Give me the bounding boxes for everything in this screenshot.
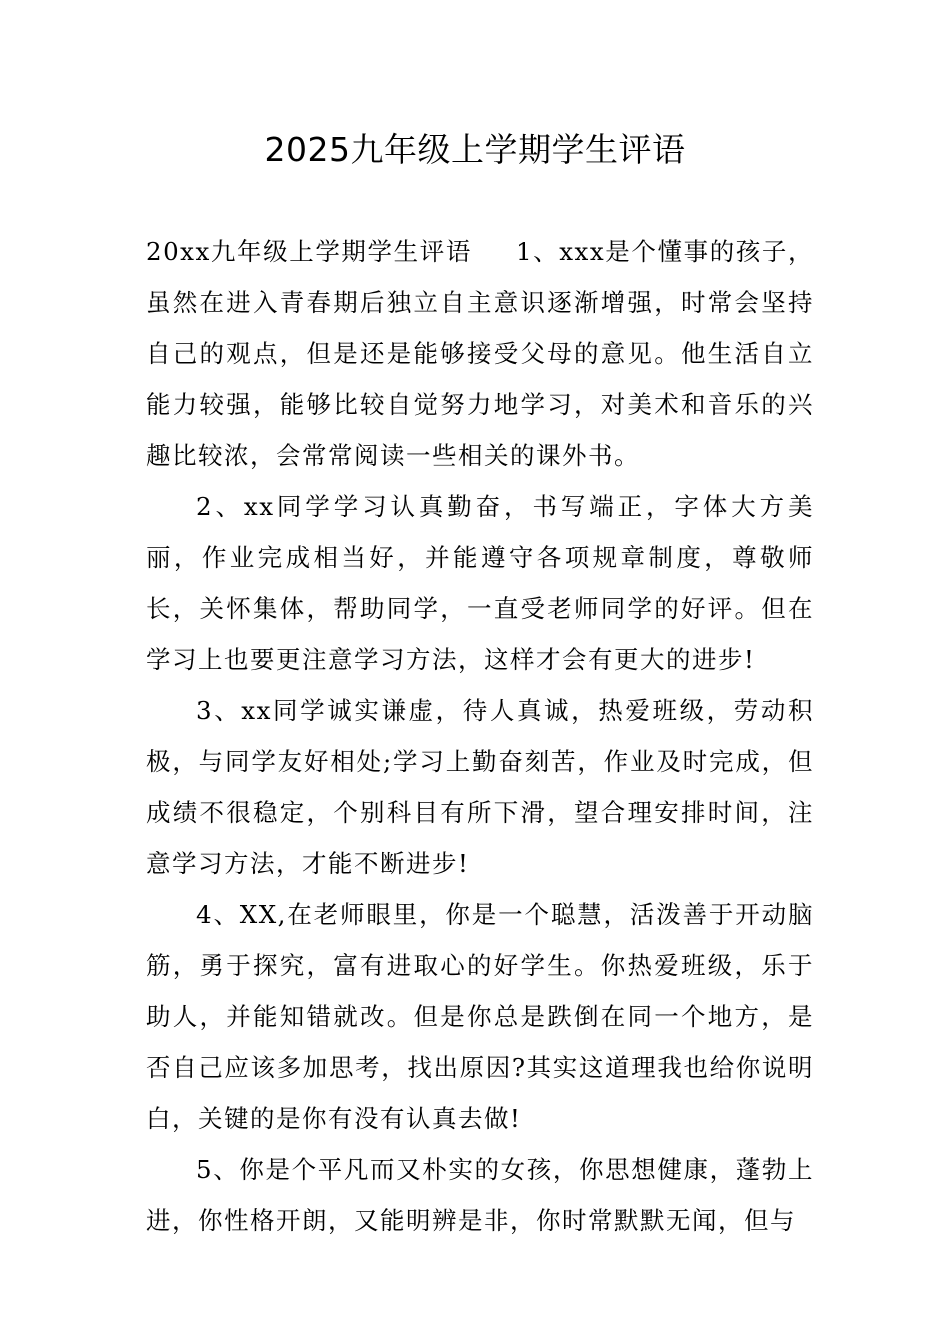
paragraph-1 bbox=[146, 226, 814, 481]
intro-heading: 20xx九年级上学期学生评语 bbox=[146, 237, 472, 266]
paragraph-4: 4、XX,在老师眼里，你是一个聪慧，活泼善于开动脑筋，勇于探究，富有进取心的好学生。你热爱班级，乐于助人，并能知错就改。但是你总是跌倒在同一个地方，是否自己应该多加思考，找出原因?其实这道理我也给你说明白，关键的是你有没有认真去做! bbox=[146, 900, 814, 1133]
document-title: 2025九年级上学期学生评语 bbox=[264, 130, 686, 169]
paragraph-2: 2、xx同学学习认真勤奋，书写端正，字体大方美丽，作业完成相当好，并能遵守各项规章制度，尊敬师长，关怀集体，帮助同学，一直受老师同学的好评。但在学习上也要更注意学习方法，这样才会有更大的进步! bbox=[146, 492, 814, 674]
paragraph-3: 3、xx同学诚实谦虚，待人真诚，热爱班级，劳动积极，与同学友好相处;学习上勤奋刻苦，作业及时完成，但成绩不很稳定，个别科目有所下滑，望合理安排时间，注意学习方法，才能不断进步! bbox=[146, 696, 814, 878]
document-body bbox=[146, 226, 814, 1246]
paragraph-5: 5、你是个平凡而又朴实的女孩，你思想健康，蓬勃上进，你性格开朗，又能明辨是非，你时常默默无闻，但与 bbox=[146, 1155, 814, 1235]
paragraph-1-text: 1、xxx是个懂事的孩子，虽然在进入青春期后独立自主意识逐渐增强，时常会坚持自己的观点，但是还是能够接受父母的意见。他生活自立能力较强，能够比较自觉努力地学习，对美术和音乐的兴趣比较浓，会常常阅读一些相关的课外书。 bbox=[146, 237, 814, 470]
